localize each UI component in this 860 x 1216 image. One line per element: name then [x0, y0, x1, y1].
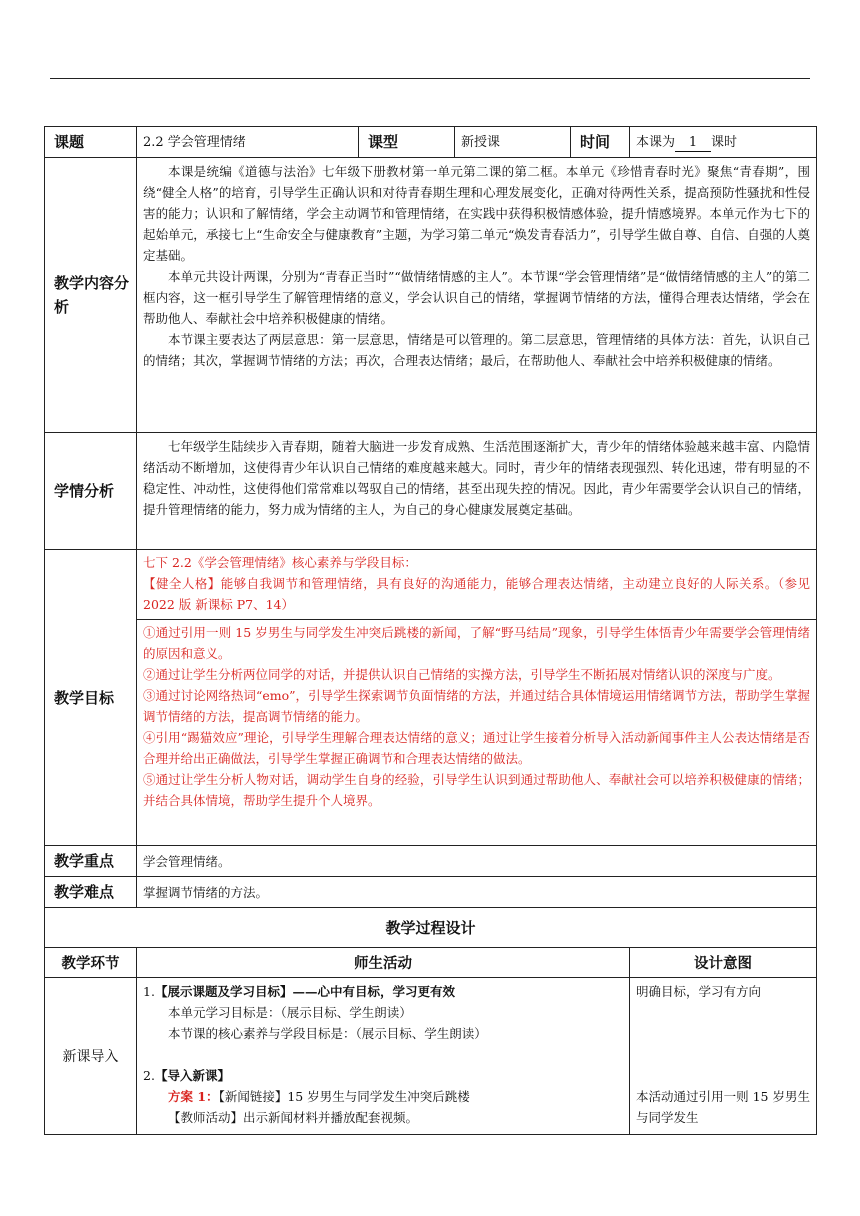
objectives-cell: [137, 550, 817, 846]
objectives-label: 教学目标: [45, 550, 137, 846]
step1-line2: 本节课的核心素养与学段目标是：（展示目标、学生朗读）: [168, 1026, 487, 1041]
lesson-plan-table: [44, 126, 817, 1135]
intent-line1: 明确目标，学习有方向: [636, 984, 762, 999]
plan-line: [143, 1086, 623, 1107]
time-value: 1: [675, 135, 711, 152]
objective-item: ⑤通过让学生分析人物对话，调动学生自身的经验，引导学生认识到通过帮助他人、奉献社会可以培养积极健康的情绪；并结合具体情境，帮助学生提升个人境界。: [143, 772, 810, 808]
header-row: [45, 127, 817, 158]
content-analysis-text: [137, 158, 817, 433]
objective-item: ①通过引用一则 15 岁男生与同学发生冲突后跳楼的新闻，了解“野马结局”现象，引导学生体悟青少年需要学会管理情绪的原因和意义。: [143, 625, 810, 661]
course-value: 2.2 学会管理情绪: [137, 127, 359, 158]
student-analysis-text: [137, 433, 817, 550]
time-value-cell: [630, 127, 817, 158]
key-point-row: [45, 846, 817, 877]
objective-list: [137, 620, 816, 813]
content-paragraph: 本单元共设计两课，分别为“青春正当时”“做情绪情感的主人”。本节课“学会管理情绪”是“做情绪情感的主人”的第二框内容，这一框引导学生了解管理情绪的意义，学会认识自己的情绪，掌握调节情绪的方法，懂得合理表达情绪，学会在帮助他人、奉献社会中培养积极健康的情绪。: [143, 269, 810, 326]
student-analysis-row: [45, 433, 817, 550]
difficulty-label: 教学难点: [45, 877, 137, 908]
course-label: 课题: [45, 127, 137, 158]
time-label: 时间: [571, 127, 630, 158]
plan-label: 方案 1：: [168, 1089, 219, 1104]
content-paragraph: 本节课主要表达了两层意思：第一层意思，情绪是可以管理的。第二层意思，管理情绪的具体方法：首先，认识自己的情绪；其次，掌握调节情绪的方法；再次，合理表达情绪；最后，在帮助他人、奉献社会中培养积极健康的情绪。: [143, 332, 810, 368]
type-label: 课型: [359, 127, 455, 158]
col-activity: 师生活动: [137, 948, 630, 978]
process-header-row: [45, 948, 817, 978]
col-intent: 设计意图: [630, 948, 817, 978]
objective-item: ②通过让学生分析两位同学的对话，并提供认识自己情绪的实操方法，引导学生不断拓展对情绪认识的深度与广度。: [143, 667, 781, 682]
step2-title: 【导入新课】: [154, 1068, 230, 1083]
key-point-text: 学会管理情绪。: [137, 846, 817, 877]
step2-number: 2.: [143, 1068, 155, 1083]
time-prefix: 本课为: [636, 134, 676, 150]
objective-item: ③通过讨论网络热词“emo”，引导学生探索调节负面情绪的方法，并通过结合具体情境运用情绪调节方法，帮助学生掌握调节情绪的方法，提高调节情绪的能力。: [143, 688, 810, 724]
difficulty-text: 掌握调节情绪的方法。: [137, 877, 817, 908]
stage-name: 新课导入: [45, 978, 137, 1135]
process-title-row: [45, 908, 817, 948]
core-title: 七下 2.2《学会管理情绪》核心素养与学段目标：: [143, 555, 417, 570]
plan-text: 【新闻链接】15 岁男生与同学发生冲突后跳楼: [218, 1089, 470, 1104]
step1-line1: 本单元学习目标是：（展示目标、学生朗读）: [168, 1005, 412, 1020]
difficulty-row: [45, 877, 817, 908]
col-stage: 教学环节: [45, 948, 137, 978]
step2-heading: [143, 1065, 623, 1086]
spacer: [143, 1044, 623, 1065]
activity-cell: [137, 978, 630, 1135]
step1-number: 1.: [143, 984, 155, 999]
teacher-activity: 【教师活动】出示新闻材料并播放配套视频。: [168, 1110, 419, 1125]
content-paragraph: 本课是统编《道德与法治》七年级下册教材第一单元第二课的第二框。本单元《珍惜青春时光》聚焦“青春期”，围绕“健全人格”的培育，引导学生正确认识和对待青春期生理和心理发展变化，正确对待两性关系，提高预防性骚扰和性侵害的能力；认识和了解情绪，学会主动调节和管理情绪，在实践中获得积极情感体验，提升情感境界。本单元作为七下的起始单元，承接七上“生命安全与健康教育”主题，为学习第二单元“焕发青春活力”，引导学生做自尊、自信、自强的人奠定基础。: [143, 164, 810, 263]
process-stage-row: [45, 978, 817, 1135]
objectives-row: [45, 550, 817, 846]
step1-heading: [143, 981, 623, 1002]
spacer: [636, 1002, 810, 1086]
core-text: 【健全人格】能够自我调节和管理情绪，具有良好的沟通能力，能够合理表达情绪，主动建立良好的人际关系。（参见 2022 版 新课标 P7、14）: [143, 576, 810, 612]
header-rule: [50, 78, 810, 79]
intent-line2: 本活动通过引用一则 15 岁男生与同学发生: [636, 1089, 810, 1125]
student-paragraph: 七年级学生陆续步入青春期，随着大脑进一步发育成熟、生活范围逐渐扩大，青少年的情绪体验越来越丰富、内隐情绪活动不断增加，这使得青少年认识自己情绪的难度越来越大。同时，青少年的情绪表现强烈、转化迅速，带有明显的不稳定性、冲动性，这使得他们常常难以驾驭自己的情绪，甚至出现失控的情况。因此，青少年需要学会认识自己的情绪，提升管理情绪的能力，努力成为情绪的主人，为自己的身心健康发展奠定基础。: [143, 439, 810, 517]
step1-title: 【展示课题及学习目标】——心中有目标，学习更有效: [154, 984, 455, 999]
content-analysis-row: [45, 158, 817, 433]
time-suffix: 课时: [711, 134, 738, 150]
student-analysis-label: 学情分析: [45, 433, 137, 550]
core-literacy-box: [137, 550, 816, 620]
process-title: 教学过程设计: [45, 908, 817, 948]
type-value: 新授课: [455, 127, 571, 158]
intent-cell: [630, 978, 817, 1135]
objective-item: ④引用“踢猫效应”理论，引导学生理解合理表达情绪的意义；通过让学生接着分析导入活动新闻事件主人公表达情绪是否合理并给出正确做法，引导学生掌握正确调节和合理表达情绪的做法。: [143, 730, 810, 766]
content-analysis-label: 教学内容分析: [45, 158, 137, 433]
key-point-label: 教学重点: [45, 846, 137, 877]
